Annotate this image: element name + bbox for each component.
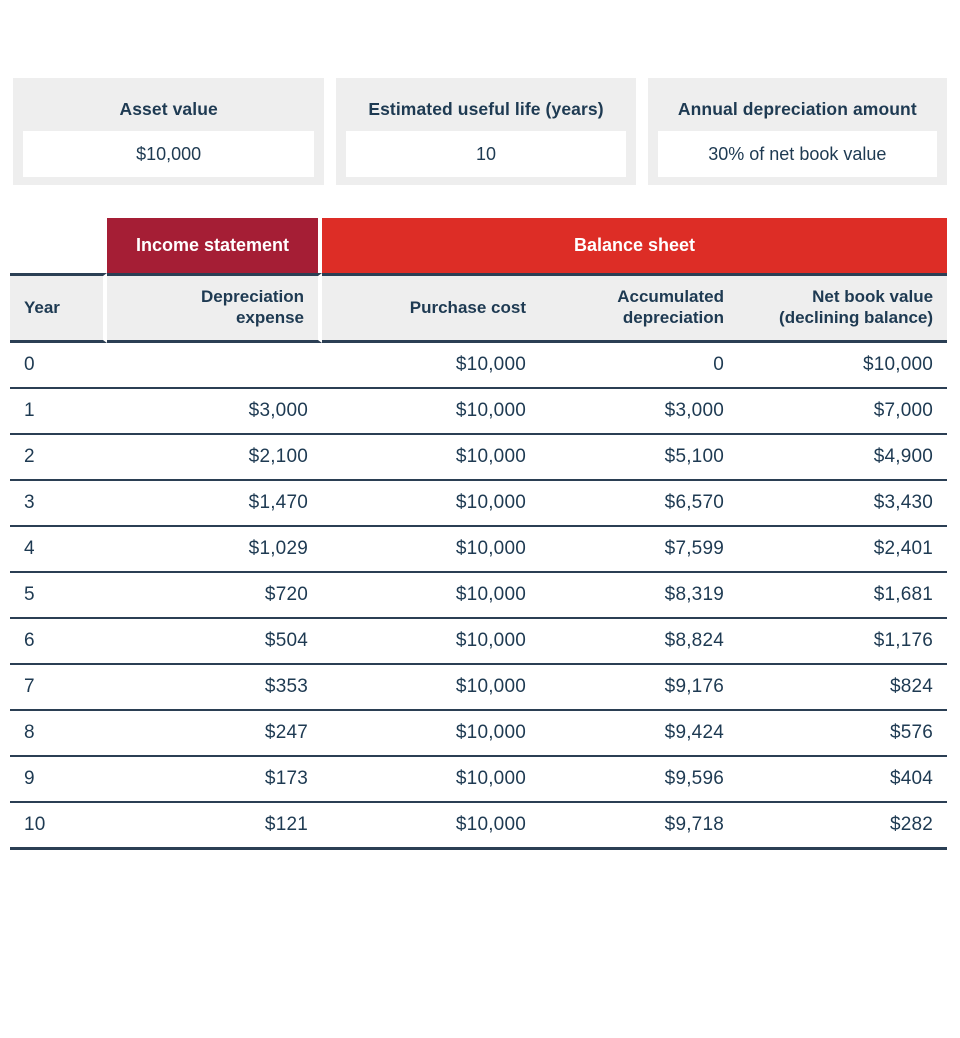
column-header-depreciation-expense: Depreciation expense (107, 273, 322, 343)
cell-year: 7 (10, 665, 107, 711)
cell-net-book-value: $3,430 (738, 481, 947, 527)
cell-depreciation-expense: $247 (107, 711, 322, 757)
cell-depreciation-expense: $504 (107, 619, 322, 665)
annual-depreciation-field[interactable]: 30% of net book value (658, 131, 937, 177)
cell-depreciation-expense: $353 (107, 665, 322, 711)
table-row-year-1 (10, 389, 947, 435)
asset-value-field[interactable]: $10,000 (23, 131, 314, 177)
column-header-accumulated-depreciation: Accumulated depreciation (540, 273, 738, 343)
cell-year: 2 (10, 435, 107, 481)
cell-purchase-cost: $10,000 (322, 389, 540, 435)
cell-accumulated-depreciation: 0 (540, 343, 738, 389)
balance-sheet-header: Balance sheet (322, 218, 947, 273)
cell-net-book-value: $824 (738, 665, 947, 711)
group-header-spacer (10, 218, 107, 273)
cell-purchase-cost: $10,000 (322, 343, 540, 389)
income-statement-header: Income statement (107, 218, 322, 273)
cell-accumulated-depreciation: $9,176 (540, 665, 738, 711)
cell-year: 8 (10, 711, 107, 757)
cell-year: 10 (10, 803, 107, 850)
table-row-year-8 (10, 711, 947, 757)
cell-net-book-value: $1,176 (738, 619, 947, 665)
cell-year: 1 (10, 389, 107, 435)
cell-net-book-value: $282 (738, 803, 947, 850)
depreciation-schedule-table (10, 218, 947, 850)
cell-year: 5 (10, 573, 107, 619)
cell-net-book-value: $576 (738, 711, 947, 757)
cell-year: 0 (10, 343, 107, 389)
column-header-row (10, 273, 947, 343)
cell-purchase-cost: $10,000 (322, 665, 540, 711)
statement-group-header-row (10, 218, 947, 273)
cell-year: 4 (10, 527, 107, 573)
cell-purchase-cost: $10,000 (322, 481, 540, 527)
annual-depreciation-label: Annual depreciation amount (677, 99, 917, 119)
cell-accumulated-depreciation: $6,570 (540, 481, 738, 527)
cell-net-book-value: $4,900 (738, 435, 947, 481)
panel-annual-depreciation (648, 78, 947, 185)
cell-accumulated-depreciation: $9,718 (540, 803, 738, 850)
cell-accumulated-depreciation: $7,599 (540, 527, 738, 573)
column-header-purchase-cost: Purchase cost (322, 273, 540, 343)
panel-asset-value (13, 78, 324, 185)
table-row-year-10 (10, 803, 947, 850)
table-row-year-9 (10, 757, 947, 803)
cell-year: 9 (10, 757, 107, 803)
table-row-year-2 (10, 435, 947, 481)
cell-year: 3 (10, 481, 107, 527)
cell-net-book-value: $404 (738, 757, 947, 803)
table-row-year-4 (10, 527, 947, 573)
cell-depreciation-expense: $2,100 (107, 435, 322, 481)
cell-accumulated-depreciation: $9,424 (540, 711, 738, 757)
column-header-net-book-value: Net book value (declining balance) (738, 273, 947, 343)
cell-purchase-cost: $10,000 (322, 527, 540, 573)
cell-depreciation-expense (107, 343, 322, 389)
cell-net-book-value: $10,000 (738, 343, 947, 389)
cell-accumulated-depreciation: $8,319 (540, 573, 738, 619)
cell-net-book-value: $7,000 (738, 389, 947, 435)
cell-purchase-cost: $10,000 (322, 619, 540, 665)
cell-purchase-cost: $10,000 (322, 573, 540, 619)
parameters-section (13, 78, 947, 185)
useful-life-field[interactable]: 10 (346, 131, 625, 177)
cell-accumulated-depreciation: $8,824 (540, 619, 738, 665)
cell-depreciation-expense: $1,029 (107, 527, 322, 573)
cell-depreciation-expense: $173 (107, 757, 322, 803)
asset-value-label: Asset value (119, 99, 218, 119)
cell-depreciation-expense: $3,000 (107, 389, 322, 435)
cell-accumulated-depreciation: $3,000 (540, 389, 738, 435)
cell-accumulated-depreciation: $5,100 (540, 435, 738, 481)
cell-accumulated-depreciation: $9,596 (540, 757, 738, 803)
cell-depreciation-expense: $121 (107, 803, 322, 850)
cell-purchase-cost: $10,000 (322, 803, 540, 850)
cell-purchase-cost: $10,000 (322, 711, 540, 757)
cell-depreciation-expense: $720 (107, 573, 322, 619)
table-row-year-7 (10, 665, 947, 711)
cell-depreciation-expense: $1,470 (107, 481, 322, 527)
cell-purchase-cost: $10,000 (322, 757, 540, 803)
column-header-year: Year (10, 273, 107, 343)
useful-life-label: Estimated useful life (years) (368, 99, 604, 119)
table-row-year-0 (10, 343, 947, 389)
cell-purchase-cost: $10,000 (322, 435, 540, 481)
cell-net-book-value: $1,681 (738, 573, 947, 619)
table-row-year-3 (10, 481, 947, 527)
table-row-year-5 (10, 573, 947, 619)
panel-useful-life (336, 78, 635, 185)
table-row-year-6 (10, 619, 947, 665)
cell-net-book-value: $2,401 (738, 527, 947, 573)
cell-year: 6 (10, 619, 107, 665)
